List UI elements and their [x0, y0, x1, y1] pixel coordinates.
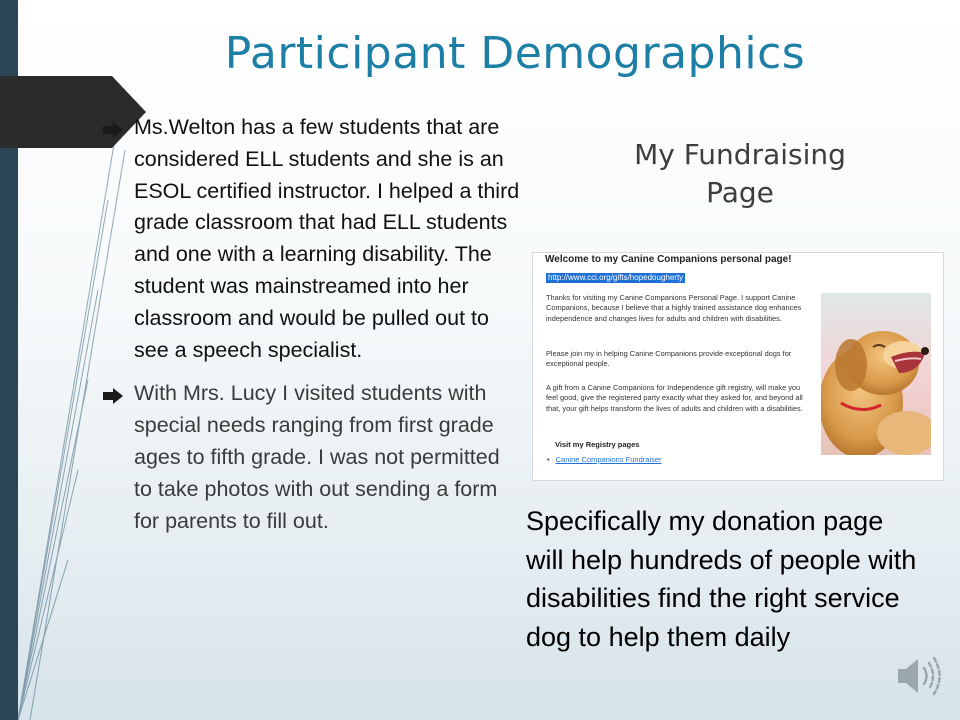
bullet-text: Ms.Welton has a few students that are considered ELL students and she is an ESOL certified instructor. I helped a third grade classroom that had ELL students and one with a learning disability. The student was mainstreamed into her classroom and would be pulled out to see a speech specialist. [134, 115, 520, 362]
speaker-icon[interactable] [894, 654, 946, 698]
fundraising-page-screenshot [532, 252, 944, 481]
bullet-list [100, 112, 520, 549]
screenshot-paragraph: Please join my in helping Canine Companions provide exceptional dogs for exceptional people. [546, 349, 792, 369]
screenshot-paragraph: Thanks for visiting my Canine Companions Personal Page. I support Canine Companions, because I believe that a highly trained assistance dog enhances independence and changes lives for adults and children with disabilities. [546, 293, 802, 323]
arrow-bullet-icon [102, 388, 124, 404]
fundraising-heading: My Fundraising Page [634, 138, 846, 209]
bullet-item [100, 378, 520, 537]
donation-description: Specifically my donation page will help hundreds of people with disabilities find the right service dog to help them daily [526, 506, 917, 652]
bullet-item [100, 112, 520, 366]
screenshot-paragraph: A gift from a Canine Companions for Independence gift registry, will make you feel good, give the registered party exactly what they asked for, and beyond all that, your gift helps transform the lives of adults and children with a disabilities. [546, 383, 803, 413]
registry-link[interactable]: • Canine Companions Fundraiser [547, 455, 662, 464]
arrow-bullet-icon [102, 122, 124, 138]
screenshot-url-link[interactable]: http://www.cci.org/gifts/hopedougherty [548, 273, 684, 282]
registry-title: Visit my Registry pages [555, 440, 640, 449]
bullet-text: With Mrs. Lucy I visited students with special needs ranging from first grade ages to fifth grade. I was not permitted to take photos with out sending a form for parents to fill out. [134, 381, 500, 533]
screenshot-heading: Welcome to my Canine Companions personal page! [545, 254, 792, 265]
slide-title: Participant Demographics [224, 28, 806, 79]
puppy-photo [821, 293, 931, 455]
